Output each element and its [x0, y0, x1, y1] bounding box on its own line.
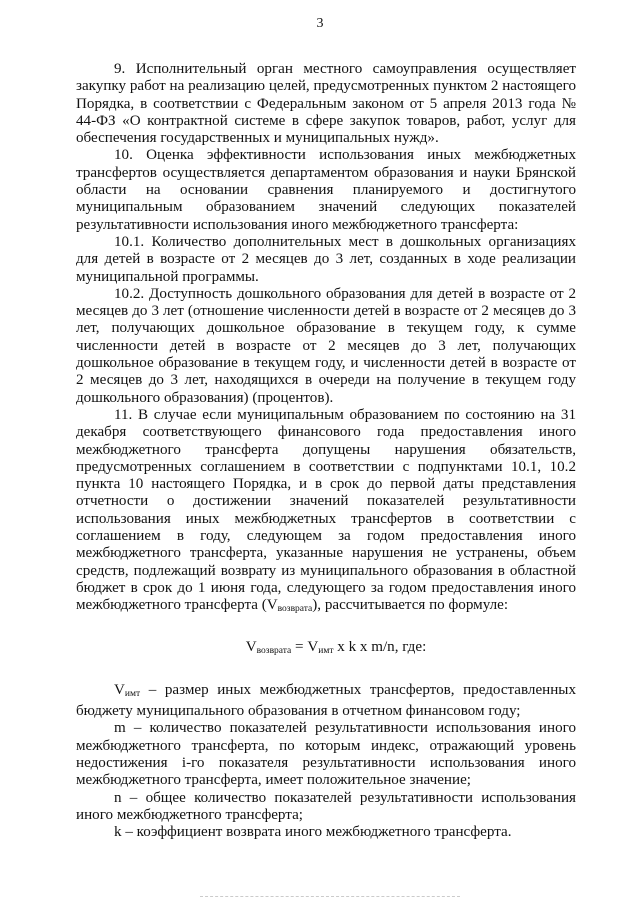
paragraph-10-2: 10.2. Доступность дошкольного образования для детей в возрасте от 2 месяцев до 3 лет (отношение численности детей в возрасте от 2 месяцев до 3 лет, получающих дошкольное образование в текущем году, к сумме численности детей в возрасте от 2 месяцев до 3 лет, получающих дошкольное образование в текущем году, и численности детей в возрасте от 2 месяцев до 3 лет, находящихся в очереди на получение в текущем году дошкольного образования) (процентов). [76, 285, 576, 406]
formula-equals: = V [291, 638, 319, 655]
paragraph-11-subscript: возврата [277, 604, 313, 615]
definition-m: m – количество показателей результативности использования иного межбюджетного трансферта, по которым индекс, отражающий уровень недостижения i-го показателя результативности использования иного межбюджетного трансферта, имеет положительное значение; [76, 720, 576, 789]
paragraph-9: 9. Исполнительный орган местного самоуправления осуществляет закупку работ на реализацию целей, предусмотренных пунктом 2 настоящего Порядка, в соответствии с Федеральным законом от 5 апреля 2013 года № 44-ФЗ «О контрактной системе в сфере закупок товаров, работ, услуг для обеспечения государственных и муниципальных нужд». [76, 61, 576, 147]
page-number: 3 [316, 16, 324, 31]
formula-imt-subscript: имт [318, 645, 334, 656]
definition-vimt-v: V [114, 681, 125, 698]
definition-vimt-subscript: имт [124, 688, 141, 699]
definition-n: n – общее количество показателей результативности использования иного межбюджетного трансферта; [76, 789, 576, 823]
definition-k: k – коэффициент возврата иного межбюджетного трансферта. [114, 824, 512, 841]
formula-rest: x k x m/n, где: [333, 638, 427, 655]
formula-v: V [245, 638, 257, 655]
paragraph-11-tail: ), рассчитывается по формуле: [312, 597, 509, 614]
paragraph-11-text: 11. В случае если муниципальным образованием по состоянию на 31 декабря соответствующего финансового года предоставления иного межбюджетного трансферта допущены нарушения обязательств, предусмотренных соглашением в соответствии с подпунктами 10.1, 10.2 пункта 10 настоящего Порядка, и в срок до первой даты представления отчетности о достижении значений показателей результативности использования иных межбюджетных трансфертов в соответствии с соглашением в году, следующем за годом предоставления иного межбюджетного трансферта, указанные нарушения не устранены, объем средств, подлежащий возврату из муниципального образования в областной бюджет в срок до 1 июня года, следующего за годом предоставления иного межбюджетного трансферта (V [76, 406, 576, 614]
formula-v-subscript: возврата [256, 645, 292, 656]
paragraph-11 [76, 407, 576, 619]
paragraph-10-1: 10.1. Количество дополнительных мест в дошкольных организациях для детей в возрасте от 2 месяцев до 3 лет, созданных в ходе реализации муниципальной программы. [76, 233, 576, 285]
definition-vimt-text: – размер иных межбюджетных трансфертов, предоставленных бюджету муниципального образования в отчетном финансовом году; [76, 681, 576, 720]
document-body [76, 61, 576, 841]
scan-artifact-line [200, 896, 460, 899]
formula [76, 639, 576, 660]
definition-vimt [76, 682, 576, 721]
paragraph-10: 10. Оценка эффективности использования иных межбюджетных трансфертов осуществляется департаментом образования и науки Брянской области на основании сравнения планируемого и достигнутого муниципальным образованием значений следующих показателей результативности использования иного межбюджетного трансферта: [76, 147, 576, 233]
